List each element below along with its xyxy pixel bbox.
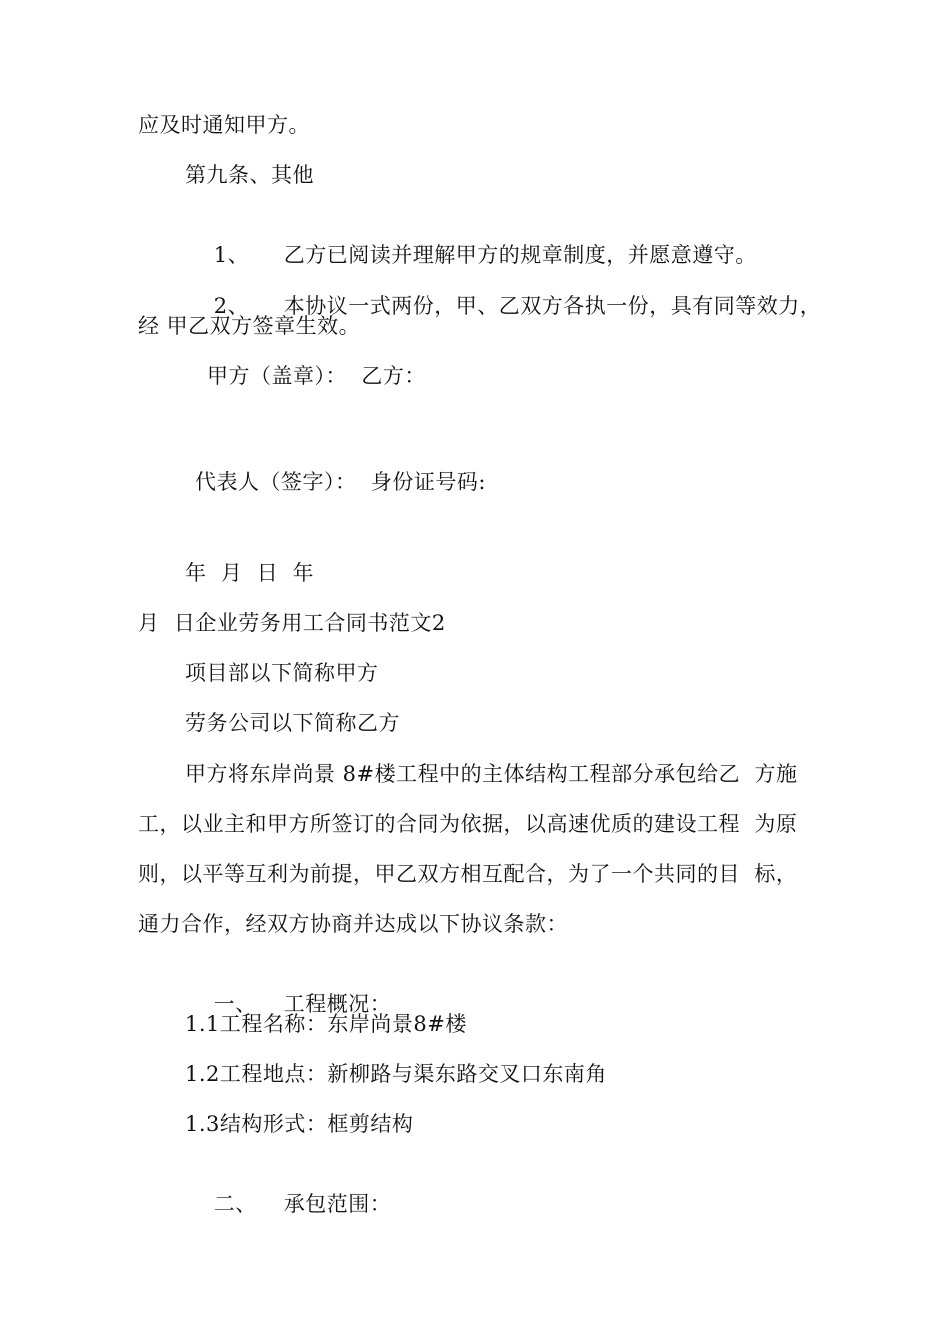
text-line: 经 甲乙双方签章生效。 [138,314,361,338]
paragraph-line: 通力合作，经双方协商并达成以下协议条款： [138,912,568,936]
subsection-line: 1.3结构形式：框剪结构 [185,1112,414,1136]
list-item-number: 2、 [213,294,250,318]
paragraph-line: 工，以业主和甲方所签订的合同为依据，以高速优质的建设工程 为原 [138,812,798,836]
list-item-number: 1、 [213,243,250,267]
section-heading [185,1159,391,1249]
signature-representative-line: 代表人（签字）： 身份证号码: [195,470,486,494]
paragraph-line: 甲方将东岸尚景 8#楼工程中的主体结构工程部分承包给乙 方施 [185,762,798,786]
subsection-line: 1.2工程地点：新柳路与渠东路交叉口东南角 [185,1062,607,1086]
document-title-line: 月 日企业劳务用工合同书范文2 [138,611,446,635]
party-a-line: 项目部以下简称甲方 [185,661,379,685]
party-b-line: 劳务公司以下简称乙方 [185,711,400,735]
subsection-line: 1.1工程名称：东岸尚景8#楼 [185,1012,467,1036]
section-title: 工程概况： [283,992,392,1016]
section-number: 二、 [213,1192,257,1216]
signature-party-line: 甲方（盖章）： 乙方： [207,364,426,388]
date-line: 年 月 日 年 [185,561,315,585]
section-number: 一、 [213,992,257,1016]
section-title: 承包范围： [283,1192,392,1216]
article-heading: 第九条、其他 [185,163,314,187]
paragraph-line: 则，以平等互利为前提，甲乙双方相互配合，为了一个共同的目 标， [138,862,798,886]
list-item-text: 乙方已阅读并理解甲方的规章制度，并愿意遵守。 [283,243,757,267]
text-line: 应及时通知甲方。 [138,113,310,137]
list-item-text: 本协议一式两份，甲、乙双方各执一份，具有同等效力， [283,294,822,318]
